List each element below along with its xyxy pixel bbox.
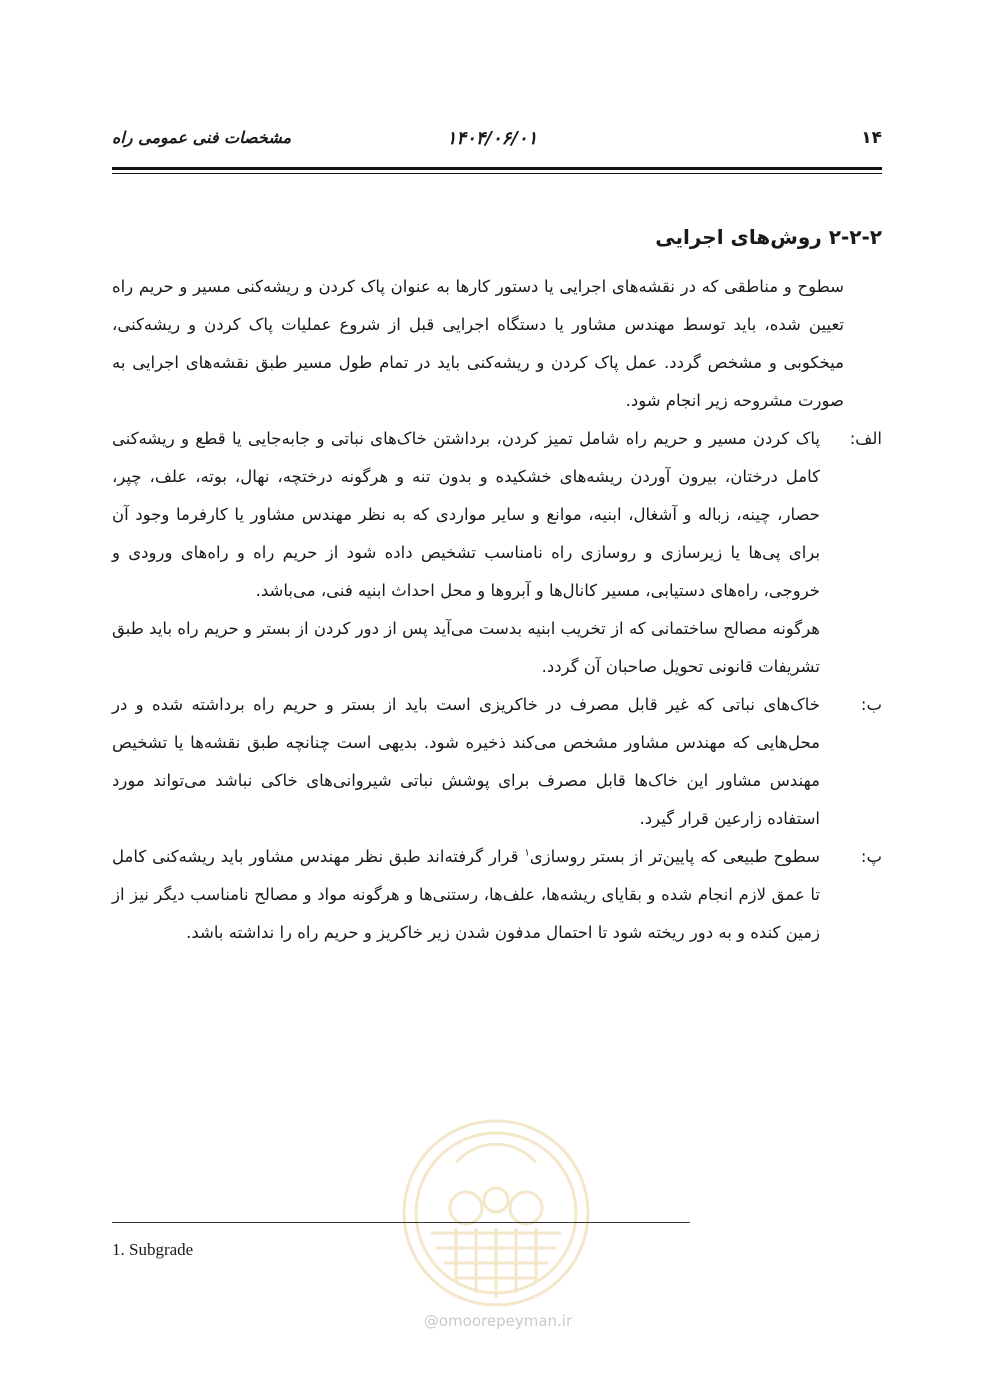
header-title: مشخصات فنی عمومی راه (112, 128, 292, 147)
list-item-continuation (112, 610, 882, 686)
item-text: پاک کردن مسیر و حریم راه شامل تمیز کردن، برداشتن خاک‌های نباتی و جابه‌جایی یا قطع و ریشه‌کنی کامل درختان، بیرون آوردن ریشه‌های خشکیده و بدون تنه و هرگونه درختچه، نهال، بوته، علف، چپر، حصار، چینه، زباله و آشغال، ابنیه، موانع و سایر مواردی که به نظر مهندس مشاور یا کارفرما وجود آن برای پی‌ها یا زیرسازی و روسازی راه نامناسب تشخیص داده شود از حریم راه و راه‌های ورودی و خروجی، راه‌های دستیابی، مسیر کانال‌ها و آبروها و محل احداث ابنیه فنی، می‌باشد. (112, 429, 820, 600)
header-date: ۱۴۰۴/۰۶/۰۱ (446, 128, 538, 149)
item-label: ب: (860, 695, 882, 714)
item-text-after: قرار گرفته‌اند طبق نظر مهندس مشاور باید ریشه‌کنی کامل تا عمق لازم انجام شده و بقایای ریشه‌ها، علف‌ها، رستنی‌ها و هرگونه مواد و مصالح نامناسب دیگر نیز از زمین کنده و به دور ریخته شود تا احتمال مدفون شدن زیر خاکریز و حریم راه را نداشته باشد. (112, 847, 820, 942)
list-item-alef (112, 420, 882, 610)
item-text-before: سطوح طبیعی که پایین‌تر از بستر روسازی (529, 847, 820, 866)
header-rule-thin (112, 173, 882, 174)
watermark-url: @omoorepeyman.ir (423, 1312, 573, 1330)
item-label: الف: (849, 429, 882, 448)
header-rule-thick (112, 167, 882, 170)
watermark-logo-icon (386, 1108, 606, 1338)
page-number: ۱۴ (861, 128, 882, 148)
item-text: خاک‌های نباتی که غیر قابل مصرف در خاکریزی است باید از بستر و حریم راه برداشته شده و در محل‌هایی که مهندس مشاور مشخص می‌کند ذخیره شود. بدیهی است چنانچه طبق نقشه‌ها یا تشخیص مهندس مشاور این خاک‌ها قابل مصرف برای پوشش نباتی شیروانی‌های خاکی نباشد می‌تواند مورد استفاده زارعین قرار گیرد. (112, 695, 820, 828)
page-header (112, 128, 882, 158)
list-item-pe (112, 838, 882, 952)
item-text: هرگونه مصالح ساختمانی که از تخریب ابنیه بدست می‌آید پس از دور کردن از بستر و حریم راه باید طبق تشریفات قانونی تحویل صاحبان آن گردد. (112, 619, 820, 676)
item-label: پ: (860, 847, 882, 866)
intro-paragraph: سطوح و مناطقی که در نقشه‌های اجرایی یا دستور کارها به عنوان پاک کردن و ریشه‌کنی مسیر و حریم راه تعیین شده، باید توسط مهندس مشاور یا دستگاه اجرایی قبل از شروع عملیات پاک کردن و ریشه‌کنی، میخکوبی و مشخص گردد. عمل پاک کردن و ریشه‌کنی باید در تمام طول مسیر طبق نقشه‌های اجرایی به صورت مشروحه زیر انجام شود. (112, 277, 844, 410)
footnote-divider (112, 1222, 690, 1223)
section-heading: ۲-۲-۲ روش‌های اجرایی (655, 225, 882, 249)
footnote: 1. Subgrade (112, 1240, 194, 1259)
footnote-reference[interactable]: ۱ (524, 847, 530, 859)
page-body (112, 210, 882, 952)
list-item-be (112, 686, 882, 838)
